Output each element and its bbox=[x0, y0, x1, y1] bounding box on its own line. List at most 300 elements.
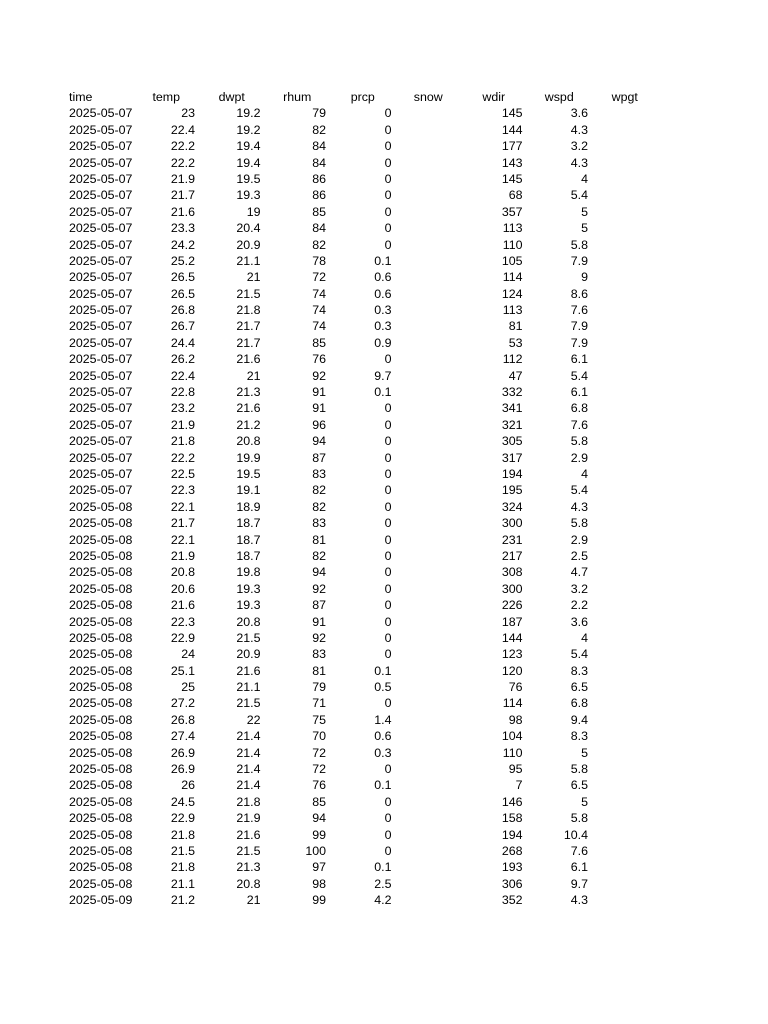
cell-wpgt[interactable] bbox=[592, 482, 658, 498]
cell-temp[interactable]: 21.2 bbox=[170, 893, 195, 908]
cell-rhum[interactable]: 82 bbox=[312, 548, 326, 563]
cell-wspd[interactable]: 5.4 bbox=[570, 188, 588, 203]
cell-wdir[interactable]: 194 bbox=[501, 466, 523, 481]
cell-time[interactable]: 2025-05-07 bbox=[69, 253, 133, 268]
cell-wdir[interactable]: 352 bbox=[501, 893, 523, 908]
cell-prcp[interactable]: 0 bbox=[384, 499, 392, 514]
cell-temp[interactable]: 26.7 bbox=[170, 319, 195, 334]
cell-dwpt[interactable]: 21.4 bbox=[236, 745, 261, 760]
cell-rhum[interactable]: 96 bbox=[312, 417, 326, 432]
cell-prcp[interactable]: 0 bbox=[384, 483, 392, 498]
cell-prcp[interactable]: 0 bbox=[384, 647, 392, 662]
cell-snow[interactable] bbox=[396, 761, 462, 777]
cell-prcp[interactable]: 0 bbox=[384, 762, 392, 777]
cell-dwpt[interactable]: 21.2 bbox=[236, 417, 261, 432]
cell-temp[interactable]: 22.9 bbox=[170, 630, 195, 645]
cell-snow[interactable] bbox=[396, 827, 462, 843]
cell-wdir[interactable]: 357 bbox=[501, 204, 523, 219]
cell-rhum[interactable]: 97 bbox=[312, 860, 326, 875]
cell-dwpt[interactable]: 21 bbox=[246, 270, 261, 285]
cell-wpgt[interactable] bbox=[592, 302, 658, 318]
cell-dwpt[interactable]: 18.9 bbox=[236, 499, 261, 514]
cell-rhum[interactable]: 72 bbox=[312, 270, 326, 285]
cell-wspd[interactable]: 5.4 bbox=[570, 368, 588, 383]
cell-wpgt[interactable] bbox=[592, 876, 658, 892]
cell-wspd[interactable]: 4 bbox=[581, 171, 588, 186]
cell-snow[interactable] bbox=[396, 138, 462, 154]
cell-wdir[interactable]: 112 bbox=[502, 352, 523, 367]
cell-wpgt[interactable] bbox=[592, 614, 658, 630]
cell-dwpt[interactable]: 21.8 bbox=[236, 303, 261, 318]
cell-time[interactable]: 2025-05-07 bbox=[69, 286, 133, 301]
cell-rhum[interactable]: 94 bbox=[312, 434, 326, 449]
cell-temp[interactable]: 22.1 bbox=[170, 499, 195, 514]
cell-snow[interactable] bbox=[396, 695, 462, 711]
cell-temp[interactable]: 26.2 bbox=[170, 352, 195, 367]
cell-temp[interactable]: 23.3 bbox=[170, 221, 195, 236]
cell-prcp[interactable]: 0 bbox=[384, 155, 392, 170]
cell-wspd[interactable]: 6.5 bbox=[570, 680, 588, 695]
cell-wdir[interactable]: 110 bbox=[502, 745, 523, 760]
cell-temp[interactable]: 26.5 bbox=[170, 270, 195, 285]
cell-time[interactable]: 2025-05-07 bbox=[69, 303, 133, 318]
cell-prcp[interactable]: 0 bbox=[384, 598, 392, 613]
cell-wpgt[interactable] bbox=[592, 728, 658, 744]
cell-time[interactable]: 2025-05-08 bbox=[69, 663, 133, 678]
cell-dwpt[interactable]: 21.4 bbox=[236, 729, 261, 744]
cell-wdir[interactable]: 98 bbox=[508, 712, 523, 727]
cell-prcp[interactable]: 0 bbox=[384, 811, 392, 826]
cell-time[interactable]: 2025-05-08 bbox=[69, 696, 133, 711]
cell-wspd[interactable]: 4.3 bbox=[570, 893, 588, 908]
cell-wspd[interactable]: 5.8 bbox=[570, 434, 588, 449]
cell-wpgt[interactable] bbox=[592, 286, 658, 302]
cell-rhum[interactable]: 99 bbox=[312, 893, 326, 908]
cell-snow[interactable] bbox=[396, 220, 462, 236]
cell-wspd[interactable]: 7.9 bbox=[570, 253, 588, 268]
cell-wdir[interactable]: 324 bbox=[501, 499, 523, 514]
cell-snow[interactable] bbox=[396, 876, 462, 892]
cell-wspd[interactable]: 7.9 bbox=[570, 335, 588, 350]
cell-snow[interactable] bbox=[396, 679, 462, 695]
cell-temp[interactable]: 21.8 bbox=[170, 434, 195, 449]
cell-time[interactable]: 2025-05-07 bbox=[69, 352, 133, 367]
cell-wpgt[interactable] bbox=[592, 269, 658, 285]
cell-snow[interactable] bbox=[396, 548, 462, 564]
cell-rhum[interactable]: 92 bbox=[312, 630, 326, 645]
cell-snow[interactable] bbox=[396, 105, 462, 121]
cell-time[interactable]: 2025-05-07 bbox=[69, 483, 133, 498]
cell-rhum[interactable]: 84 bbox=[312, 221, 326, 236]
cell-rhum[interactable]: 85 bbox=[312, 204, 326, 219]
cell-dwpt[interactable]: 21 bbox=[246, 893, 261, 908]
cell-wpgt[interactable] bbox=[592, 515, 658, 531]
cell-dwpt[interactable]: 21.5 bbox=[236, 843, 261, 858]
cell-dwpt[interactable]: 19 bbox=[246, 204, 261, 219]
cell-temp[interactable]: 22.2 bbox=[170, 450, 195, 465]
cell-prcp[interactable]: 0 bbox=[384, 221, 392, 236]
cell-wspd[interactable]: 9.4 bbox=[570, 712, 588, 727]
cell-wspd[interactable]: 2.5 bbox=[570, 548, 588, 563]
cell-wdir[interactable]: 341 bbox=[501, 401, 523, 416]
cell-wspd[interactable]: 3.6 bbox=[570, 106, 588, 121]
column-header-wdir[interactable]: wdir bbox=[482, 90, 506, 104]
cell-wpgt[interactable] bbox=[592, 794, 658, 810]
cell-dwpt[interactable]: 19.5 bbox=[236, 466, 261, 481]
cell-wdir[interactable]: 144 bbox=[501, 630, 523, 645]
cell-snow[interactable] bbox=[396, 122, 462, 138]
cell-wpgt[interactable] bbox=[592, 155, 658, 171]
cell-wdir[interactable]: 143 bbox=[501, 155, 523, 170]
cell-temp[interactable]: 23.2 bbox=[170, 401, 195, 416]
cell-prcp[interactable]: 0.9 bbox=[374, 335, 392, 350]
cell-rhum[interactable]: 72 bbox=[312, 745, 326, 760]
column-header-temp[interactable]: temp bbox=[152, 90, 181, 104]
cell-temp[interactable]: 22.2 bbox=[170, 155, 195, 170]
cell-time[interactable]: 2025-05-07 bbox=[69, 171, 133, 186]
cell-wdir[interactable]: 110 bbox=[502, 237, 523, 252]
cell-prcp[interactable]: 0 bbox=[384, 450, 392, 465]
cell-rhum[interactable]: 74 bbox=[312, 286, 326, 301]
cell-dwpt[interactable]: 20.8 bbox=[236, 614, 261, 629]
cell-prcp[interactable]: 0 bbox=[384, 417, 392, 432]
cell-time[interactable]: 2025-05-08 bbox=[69, 614, 133, 629]
cell-dwpt[interactable]: 19.1 bbox=[236, 483, 261, 498]
cell-wpgt[interactable] bbox=[592, 138, 658, 154]
cell-temp[interactable]: 21.1 bbox=[170, 876, 195, 891]
cell-wspd[interactable]: 7.6 bbox=[570, 843, 588, 858]
cell-wdir[interactable]: 193 bbox=[501, 860, 523, 875]
cell-snow[interactable] bbox=[396, 335, 462, 351]
cell-wdir[interactable]: 300 bbox=[501, 516, 523, 531]
cell-dwpt[interactable]: 21.5 bbox=[236, 286, 261, 301]
cell-dwpt[interactable]: 19.2 bbox=[236, 106, 261, 121]
cell-wpgt[interactable] bbox=[592, 892, 658, 908]
cell-time[interactable]: 2025-05-07 bbox=[69, 237, 133, 252]
cell-wpgt[interactable] bbox=[592, 237, 658, 253]
column-header-snow[interactable]: snow bbox=[413, 90, 443, 104]
cell-wpgt[interactable] bbox=[592, 384, 658, 400]
cell-wdir[interactable]: 300 bbox=[501, 581, 523, 596]
cell-rhum[interactable]: 82 bbox=[312, 122, 326, 137]
cell-wpgt[interactable] bbox=[592, 597, 658, 613]
cell-wspd[interactable]: 5.4 bbox=[570, 483, 588, 498]
cell-snow[interactable] bbox=[396, 286, 462, 302]
cell-prcp[interactable]: 0 bbox=[384, 630, 392, 645]
cell-rhum[interactable]: 92 bbox=[312, 368, 326, 383]
cell-temp[interactable]: 27.4 bbox=[170, 729, 195, 744]
cell-rhum[interactable]: 91 bbox=[312, 385, 326, 400]
cell-temp[interactable]: 21.8 bbox=[170, 827, 195, 842]
cell-dwpt[interactable]: 21.6 bbox=[236, 827, 261, 842]
cell-prcp[interactable]: 0.1 bbox=[374, 860, 392, 875]
cell-rhum[interactable]: 82 bbox=[312, 499, 326, 514]
cell-wspd[interactable]: 4.7 bbox=[570, 565, 588, 580]
cell-temp[interactable]: 27.2 bbox=[170, 696, 195, 711]
cell-time[interactable]: 2025-05-07 bbox=[69, 139, 133, 154]
cell-temp[interactable]: 21.7 bbox=[170, 516, 195, 531]
cell-snow[interactable] bbox=[396, 564, 462, 580]
cell-temp[interactable]: 25.1 bbox=[170, 663, 195, 678]
cell-temp[interactable]: 22.2 bbox=[170, 139, 195, 154]
cell-dwpt[interactable]: 21.3 bbox=[236, 860, 261, 875]
cell-snow[interactable] bbox=[396, 646, 462, 662]
cell-time[interactable]: 2025-05-08 bbox=[69, 762, 133, 777]
cell-dwpt[interactable]: 21.6 bbox=[236, 352, 261, 367]
cell-wpgt[interactable] bbox=[592, 499, 658, 515]
cell-wspd[interactable]: 2.9 bbox=[570, 450, 588, 465]
cell-prcp[interactable]: 0 bbox=[384, 171, 392, 186]
cell-wspd[interactable]: 9 bbox=[581, 270, 588, 285]
cell-wdir[interactable]: 113 bbox=[502, 221, 523, 236]
cell-snow[interactable] bbox=[396, 532, 462, 548]
cell-wdir[interactable]: 120 bbox=[501, 663, 523, 678]
cell-rhum[interactable]: 100 bbox=[305, 843, 326, 858]
cell-temp[interactable]: 21.7 bbox=[170, 188, 195, 203]
cell-wpgt[interactable] bbox=[592, 827, 658, 843]
cell-wdir[interactable]: 144 bbox=[501, 122, 523, 137]
cell-snow[interactable] bbox=[396, 892, 462, 908]
cell-rhum[interactable]: 79 bbox=[312, 680, 326, 695]
cell-dwpt[interactable]: 21.8 bbox=[236, 794, 261, 809]
cell-wdir[interactable]: 7 bbox=[515, 778, 523, 793]
cell-time[interactable]: 2025-05-07 bbox=[69, 122, 133, 137]
cell-time[interactable]: 2025-05-08 bbox=[69, 565, 133, 580]
cell-wdir[interactable]: 68 bbox=[508, 188, 523, 203]
cell-dwpt[interactable]: 19.4 bbox=[236, 155, 261, 170]
cell-rhum[interactable]: 91 bbox=[312, 614, 326, 629]
cell-wdir[interactable]: 145 bbox=[501, 171, 523, 186]
cell-snow[interactable] bbox=[396, 581, 462, 597]
cell-time[interactable]: 2025-05-07 bbox=[69, 188, 133, 203]
cell-wspd[interactable]: 5.8 bbox=[570, 237, 588, 252]
cell-snow[interactable] bbox=[396, 351, 462, 367]
cell-wpgt[interactable] bbox=[592, 351, 658, 367]
cell-wdir[interactable]: 95 bbox=[508, 762, 523, 777]
cell-rhum[interactable]: 83 bbox=[312, 647, 326, 662]
cell-temp[interactable]: 21.9 bbox=[170, 171, 195, 186]
cell-temp[interactable]: 26.8 bbox=[170, 303, 195, 318]
cell-rhum[interactable]: 83 bbox=[312, 466, 326, 481]
cell-wpgt[interactable] bbox=[592, 204, 658, 220]
cell-wspd[interactable]: 9.7 bbox=[570, 876, 588, 891]
cell-dwpt[interactable]: 19.2 bbox=[236, 122, 261, 137]
cell-dwpt[interactable]: 21.3 bbox=[236, 385, 261, 400]
cell-temp[interactable]: 20.6 bbox=[170, 581, 195, 596]
cell-snow[interactable] bbox=[396, 237, 462, 253]
cell-wpgt[interactable] bbox=[592, 679, 658, 695]
cell-time[interactable]: 2025-05-07 bbox=[69, 221, 133, 236]
cell-time[interactable]: 2025-05-08 bbox=[69, 745, 133, 760]
cell-wdir[interactable]: 146 bbox=[501, 794, 523, 809]
cell-rhum[interactable]: 82 bbox=[312, 237, 326, 252]
cell-temp[interactable]: 26.9 bbox=[170, 762, 195, 777]
cell-wdir[interactable]: 145 bbox=[501, 106, 523, 121]
column-header-dwpt[interactable]: dwpt bbox=[218, 90, 245, 104]
cell-rhum[interactable]: 99 bbox=[312, 827, 326, 842]
cell-dwpt[interactable]: 19.3 bbox=[236, 188, 261, 203]
cell-snow[interactable] bbox=[396, 155, 462, 171]
cell-temp[interactable]: 21.5 bbox=[170, 843, 195, 858]
cell-dwpt[interactable]: 19.9 bbox=[236, 450, 261, 465]
cell-snow[interactable] bbox=[396, 400, 462, 416]
cell-time[interactable]: 2025-05-08 bbox=[69, 794, 133, 809]
cell-prcp[interactable]: 4.2 bbox=[374, 893, 392, 908]
cell-wpgt[interactable] bbox=[592, 532, 658, 548]
cell-wspd[interactable]: 5.8 bbox=[570, 811, 588, 826]
cell-dwpt[interactable]: 21.7 bbox=[236, 335, 261, 350]
cell-snow[interactable] bbox=[396, 204, 462, 220]
cell-wdir[interactable]: 332 bbox=[501, 385, 523, 400]
cell-wspd[interactable]: 5 bbox=[581, 204, 588, 219]
cell-wpgt[interactable] bbox=[592, 433, 658, 449]
cell-wpgt[interactable] bbox=[592, 695, 658, 711]
cell-temp[interactable]: 24.2 bbox=[170, 237, 195, 252]
cell-dwpt[interactable]: 21.4 bbox=[236, 762, 261, 777]
cell-wdir[interactable]: 105 bbox=[501, 253, 523, 268]
cell-wpgt[interactable] bbox=[592, 761, 658, 777]
cell-wdir[interactable]: 268 bbox=[501, 843, 523, 858]
cell-wdir[interactable]: 47 bbox=[508, 368, 523, 383]
cell-temp[interactable]: 25 bbox=[181, 680, 195, 695]
cell-rhum[interactable]: 74 bbox=[312, 303, 326, 318]
cell-prcp[interactable]: 0 bbox=[384, 794, 392, 809]
cell-time[interactable]: 2025-05-07 bbox=[69, 434, 133, 449]
cell-wdir[interactable]: 187 bbox=[501, 614, 523, 629]
cell-temp[interactable]: 26 bbox=[181, 778, 195, 793]
cell-wspd[interactable]: 5.8 bbox=[570, 516, 588, 531]
cell-wdir[interactable]: 177 bbox=[501, 139, 523, 154]
cell-rhum[interactable]: 94 bbox=[312, 811, 326, 826]
cell-wdir[interactable]: 305 bbox=[501, 434, 523, 449]
cell-wdir[interactable]: 321 bbox=[501, 417, 523, 432]
cell-rhum[interactable]: 70 bbox=[312, 729, 326, 744]
cell-rhum[interactable]: 84 bbox=[312, 155, 326, 170]
column-header-rhum[interactable]: rhum bbox=[283, 90, 312, 104]
cell-rhum[interactable]: 81 bbox=[312, 532, 326, 547]
cell-time[interactable]: 2025-05-07 bbox=[69, 155, 133, 170]
cell-dwpt[interactable]: 21.1 bbox=[236, 680, 261, 695]
cell-wdir[interactable]: 231 bbox=[501, 532, 523, 547]
cell-rhum[interactable]: 83 bbox=[312, 516, 326, 531]
cell-prcp[interactable]: 0 bbox=[384, 122, 392, 137]
cell-wspd[interactable]: 7.9 bbox=[570, 319, 588, 334]
cell-wspd[interactable]: 7.6 bbox=[570, 303, 588, 318]
cell-rhum[interactable]: 86 bbox=[312, 188, 326, 203]
cell-prcp[interactable]: 0 bbox=[384, 466, 392, 481]
cell-wdir[interactable]: 308 bbox=[501, 565, 523, 580]
cell-temp[interactable]: 22.1 bbox=[170, 532, 195, 547]
cell-dwpt[interactable]: 19.8 bbox=[236, 565, 261, 580]
cell-wpgt[interactable] bbox=[592, 417, 658, 433]
column-header-prcp[interactable]: prcp bbox=[350, 90, 375, 104]
cell-prcp[interactable]: 0.3 bbox=[374, 745, 392, 760]
cell-wdir[interactable]: 124 bbox=[501, 286, 523, 301]
cell-wspd[interactable]: 4.3 bbox=[570, 122, 588, 137]
cell-wdir[interactable]: 317 bbox=[501, 450, 523, 465]
cell-temp[interactable]: 25.2 bbox=[170, 253, 195, 268]
cell-wspd[interactable]: 6.1 bbox=[570, 352, 588, 367]
cell-wspd[interactable]: 5 bbox=[581, 221, 588, 236]
cell-prcp[interactable]: 0 bbox=[384, 434, 392, 449]
cell-wpgt[interactable] bbox=[592, 171, 658, 187]
cell-dwpt[interactable]: 20.4 bbox=[236, 221, 261, 236]
cell-rhum[interactable]: 79 bbox=[312, 106, 326, 121]
cell-time[interactable]: 2025-05-07 bbox=[69, 270, 133, 285]
cell-prcp[interactable]: 0 bbox=[384, 188, 392, 203]
cell-snow[interactable] bbox=[396, 597, 462, 613]
cell-dwpt[interactable]: 21 bbox=[246, 368, 261, 383]
cell-rhum[interactable]: 94 bbox=[312, 565, 326, 580]
cell-dwpt[interactable]: 22 bbox=[246, 712, 261, 727]
cell-wpgt[interactable] bbox=[592, 810, 658, 826]
cell-rhum[interactable]: 75 bbox=[312, 712, 326, 727]
cell-rhum[interactable]: 72 bbox=[312, 762, 326, 777]
cell-snow[interactable] bbox=[396, 777, 462, 793]
cell-wspd[interactable]: 3.2 bbox=[570, 581, 588, 596]
cell-wdir[interactable]: 226 bbox=[501, 598, 523, 613]
cell-wdir[interactable]: 104 bbox=[501, 729, 523, 744]
cell-time[interactable]: 2025-05-08 bbox=[69, 630, 133, 645]
cell-dwpt[interactable]: 21.5 bbox=[236, 630, 261, 645]
cell-rhum[interactable]: 98 bbox=[312, 876, 326, 891]
cell-snow[interactable] bbox=[396, 269, 462, 285]
cell-wspd[interactable]: 5 bbox=[581, 745, 588, 760]
cell-rhum[interactable]: 85 bbox=[312, 794, 326, 809]
cell-time[interactable]: 2025-05-07 bbox=[69, 401, 133, 416]
cell-wspd[interactable]: 8.6 bbox=[570, 286, 588, 301]
cell-wpgt[interactable] bbox=[592, 220, 658, 236]
cell-dwpt[interactable]: 20.8 bbox=[236, 876, 261, 891]
cell-prcp[interactable]: 0 bbox=[384, 565, 392, 580]
cell-snow[interactable] bbox=[396, 630, 462, 646]
cell-wpgt[interactable] bbox=[592, 663, 658, 679]
cell-dwpt[interactable]: 19.5 bbox=[236, 171, 261, 186]
cell-dwpt[interactable]: 21.1 bbox=[236, 253, 261, 268]
cell-time[interactable]: 2025-05-09 bbox=[69, 893, 133, 908]
cell-wpgt[interactable] bbox=[592, 712, 658, 728]
cell-wpgt[interactable] bbox=[592, 368, 658, 384]
cell-temp[interactable]: 23 bbox=[181, 106, 195, 121]
cell-temp[interactable]: 22.5 bbox=[170, 466, 195, 481]
cell-dwpt[interactable]: 18.7 bbox=[236, 548, 261, 563]
cell-temp[interactable]: 21.8 bbox=[170, 860, 195, 875]
cell-dwpt[interactable]: 21.6 bbox=[236, 401, 261, 416]
cell-rhum[interactable]: 84 bbox=[312, 139, 326, 154]
cell-time[interactable]: 2025-05-07 bbox=[69, 385, 133, 400]
cell-time[interactable]: 2025-05-07 bbox=[69, 368, 133, 383]
cell-wspd[interactable]: 10.4 bbox=[563, 827, 588, 842]
cell-time[interactable]: 2025-05-07 bbox=[69, 466, 133, 481]
cell-wpgt[interactable] bbox=[592, 548, 658, 564]
cell-wdir[interactable]: 113 bbox=[502, 303, 523, 318]
cell-temp[interactable]: 20.8 bbox=[170, 565, 195, 580]
cell-time[interactable]: 2025-05-07 bbox=[69, 319, 133, 334]
cell-snow[interactable] bbox=[396, 318, 462, 334]
cell-wdir[interactable]: 123 bbox=[501, 647, 523, 662]
cell-prcp[interactable]: 0.5 bbox=[374, 680, 392, 695]
cell-wspd[interactable]: 6.5 bbox=[570, 778, 588, 793]
cell-time[interactable]: 2025-05-07 bbox=[69, 450, 133, 465]
cell-prcp[interactable]: 0 bbox=[384, 843, 392, 858]
cell-wpgt[interactable] bbox=[592, 122, 658, 138]
cell-wpgt[interactable] bbox=[592, 581, 658, 597]
cell-snow[interactable] bbox=[396, 794, 462, 810]
cell-dwpt[interactable]: 20.9 bbox=[236, 237, 261, 252]
cell-prcp[interactable]: 2.5 bbox=[374, 876, 392, 891]
cell-prcp[interactable]: 0.1 bbox=[374, 778, 392, 793]
cell-time[interactable]: 2025-05-07 bbox=[69, 106, 133, 121]
